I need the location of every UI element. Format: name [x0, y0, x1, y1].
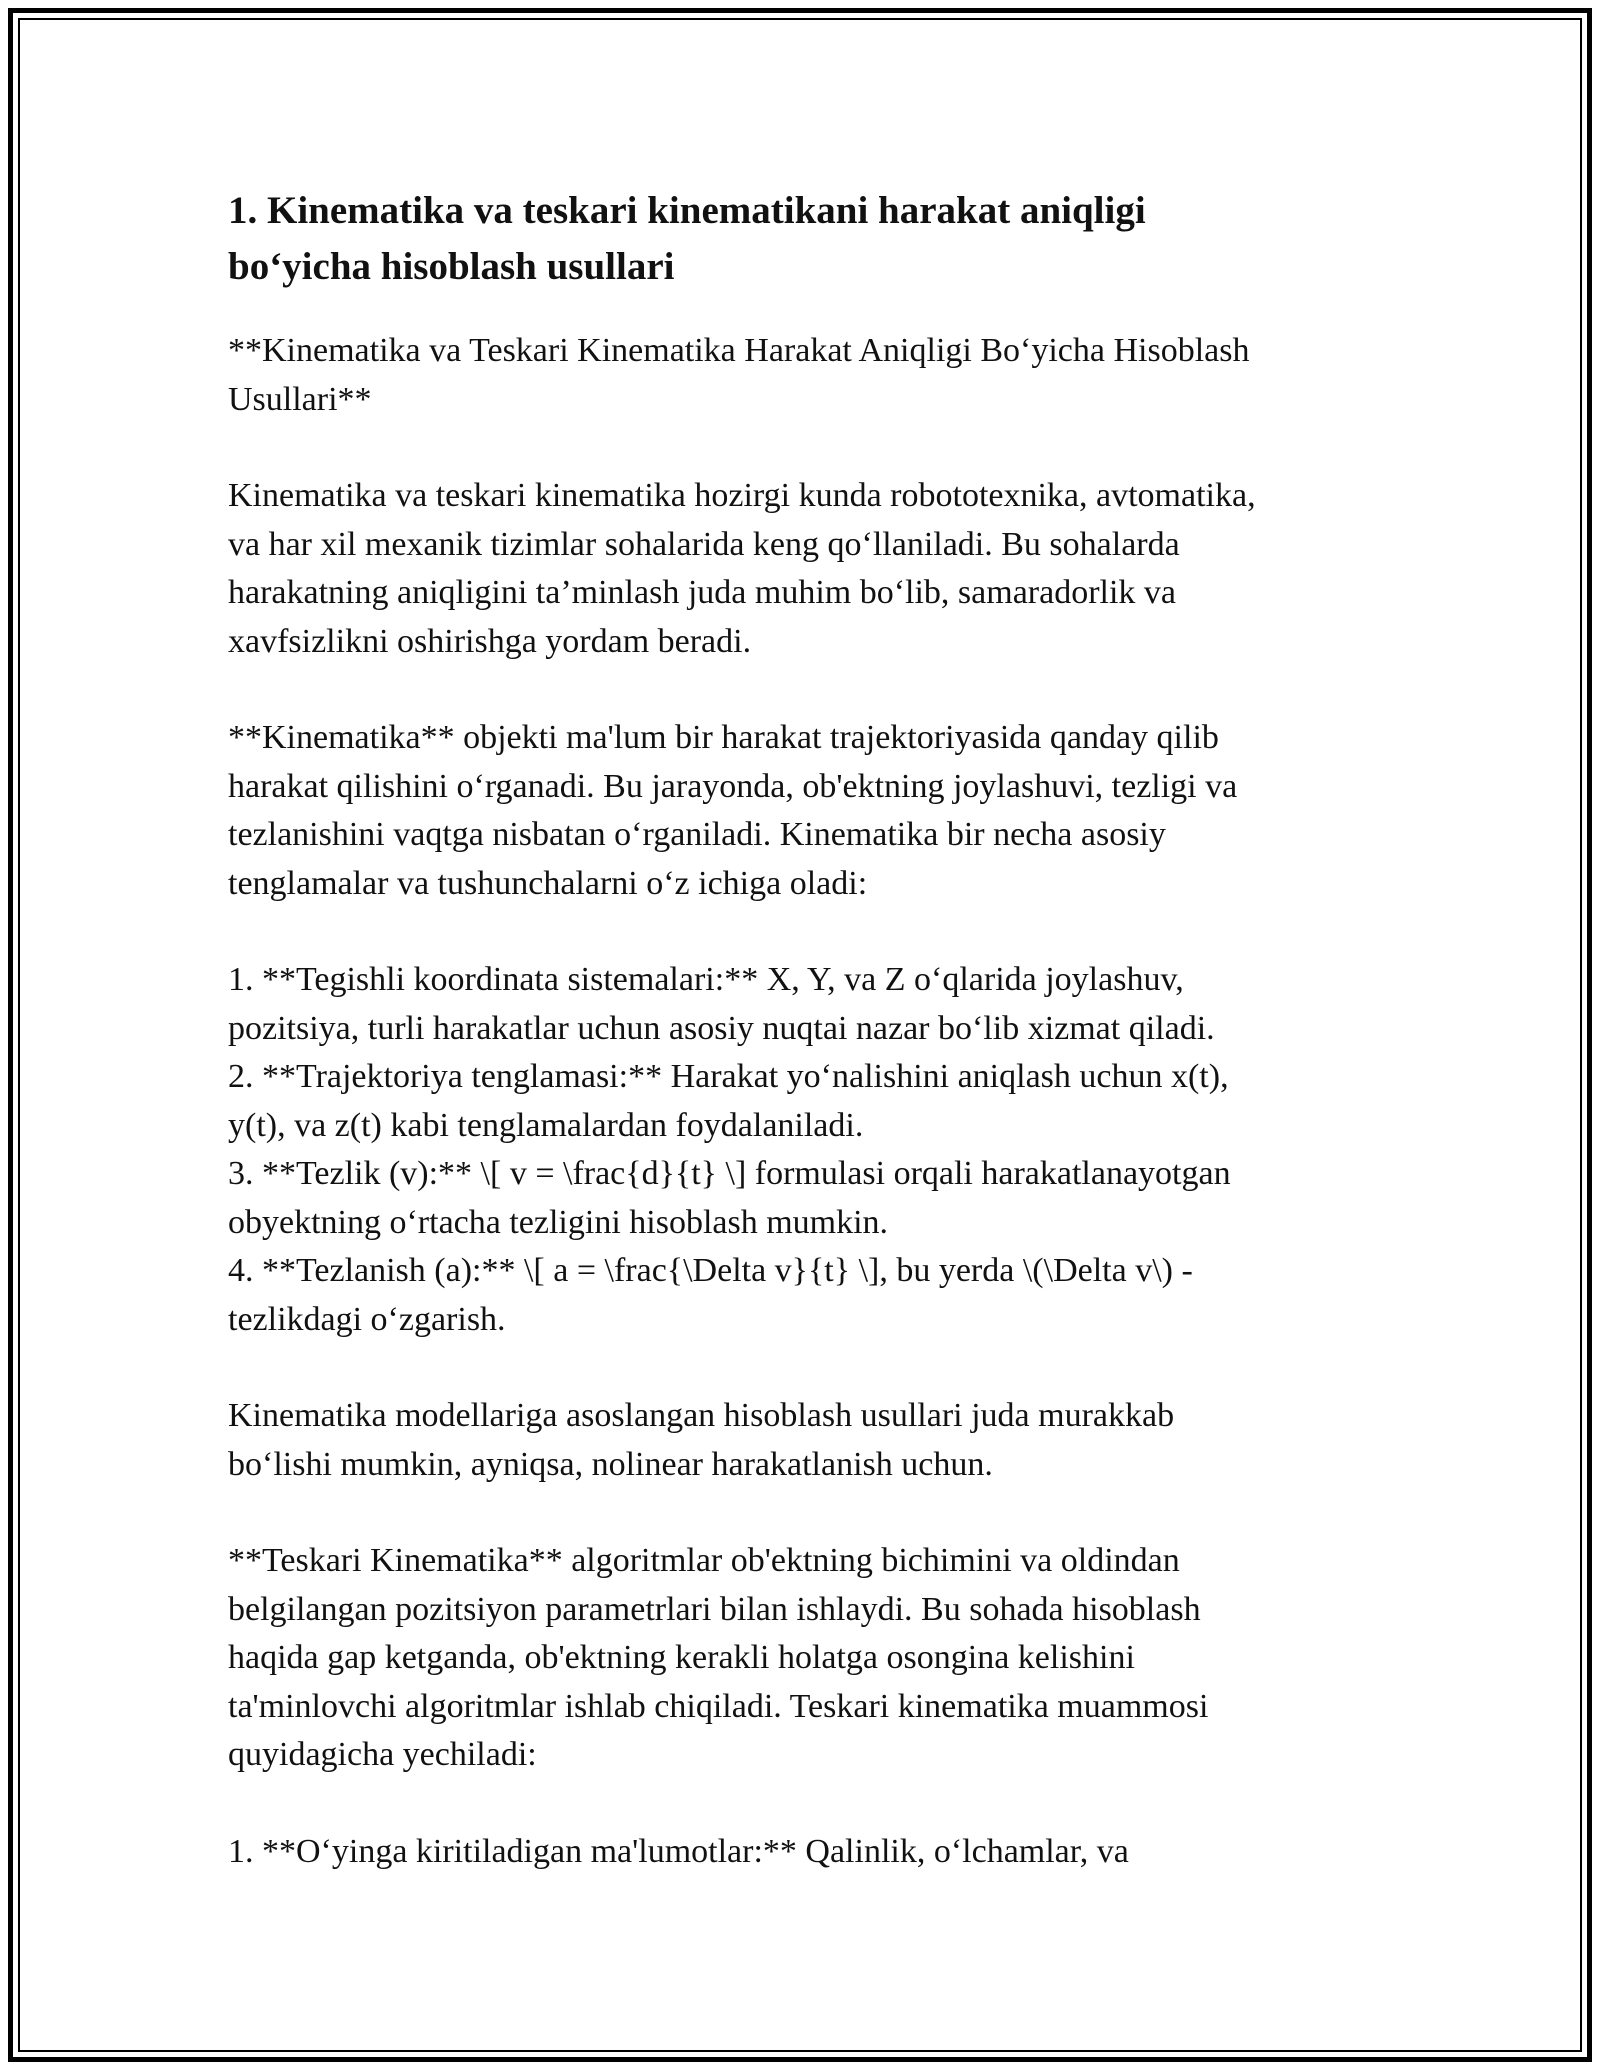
text-line: harakatning aniqligini ta’minlash juda muhim bo‘lib, samaradorlik va [228, 574, 1176, 611]
text-line: **Kinematika** objekti ma'lum bir harakat trajektoriyasida qanday qilib [228, 719, 1219, 756]
list-item: 4. **Tezlanish (a):** \[ a = \frac{\Delta v}{t} \], bu yerda \(\Delta v\) - [228, 1252, 1193, 1289]
list-item-continuation: pozitsiya, turli harakatlar uchun asosiy nuqtai nazar bo‘lib xizmat qiladi. [228, 1009, 1215, 1047]
text-line: haqida gap ketganda, ob'ektning kerakli holatga osongina kelishini [228, 1639, 1135, 1676]
paragraph-intro [228, 472, 1358, 666]
text-line: belgilangan pozitsiyon parametrlari bilan ishlaydi. Bu sohada hisoblash [228, 1590, 1201, 1628]
text-line: va har xil mexanik tizimlar sohalarida keng qo‘llaniladi. Bu sohalarda [228, 525, 1180, 563]
paragraph-inverse-kinematics [228, 1537, 1358, 1780]
text-line: quyidagicha yechiladi: [228, 1736, 537, 1773]
list-item: 2. **Trajektoriya tenglamasi:** Harakat yo‘nalishini aniqlash uchun x(t), [228, 1058, 1229, 1095]
paragraph-subtitle [228, 327, 1358, 424]
document-body [228, 183, 1358, 1876]
numbered-list [228, 1828, 1358, 1877]
text-line: **Teskari Kinematika** algoritmlar ob'ektning bichimini va oldindan [228, 1542, 1180, 1579]
list-item: 1. **Tegishli koordinata sistemalari:** X, Y, va Z o‘qlarida joylashuv, [228, 961, 1184, 998]
numbered-list [228, 956, 1358, 1344]
list-item: 1. **O‘yinga kiritiladigan ma'lumotlar:** Qalinlik, o‘lchamlar, va [228, 1832, 1129, 1870]
document-title [228, 183, 1358, 295]
text-line: **Kinematika va Teskari Kinematika Harakat Aniqligi Bo‘yicha Hisoblash [228, 332, 1250, 369]
paragraph-kinematics [228, 714, 1358, 908]
text-line: xavfsizlikni oshirishga yordam beradi. [228, 622, 752, 660]
list-item-continuation: y(t), va z(t) kabi tenglamalardan foydalaniladi. [228, 1106, 864, 1144]
text-line: harakat qilishini o‘rganadi. Bu jarayonda, ob'ektning joylashuvi, tezligi va [228, 767, 1238, 805]
text-line: tenglamalar va tushunchalarni o‘z ichiga oladi: [228, 864, 868, 902]
paragraph-models [228, 1392, 1358, 1489]
text-line: ta'minlovchi algoritmlar ishlab chiqiladi. Teskari kinematika muammosi [228, 1687, 1209, 1725]
list-item-continuation: tezlikdagi o‘zgarish. [228, 1300, 506, 1338]
title-line: bo‘yicha hisoblash usullari [228, 245, 675, 288]
text-line: Kinematika va teskari kinematika hozirgi kunda robototexnika, avtomatika, [228, 477, 1256, 514]
list-item: 3. **Tezlik (v):** \[ v = \frac{d}{t} \] formulasi orqali harakatlanayotgan [228, 1155, 1231, 1192]
text-line: tezlanishini vaqtga nisbatan o‘rganiladi. Kinematika bir necha asosiy [228, 816, 1166, 853]
list-item-continuation: obyektning o‘rtacha tezligini hisoblash mumkin. [228, 1203, 889, 1241]
text-line: Kinematika modellariga asoslangan hisoblash usullari juda murakkab [228, 1397, 1175, 1434]
title-line: 1. Kinematika va teskari kinematikani harakat aniqligi [228, 189, 1146, 232]
text-line: bo‘lishi mumkin, ayniqsa, nolinear harakatlanish uchun. [228, 1445, 993, 1483]
text-line: Usullari** [228, 380, 372, 418]
